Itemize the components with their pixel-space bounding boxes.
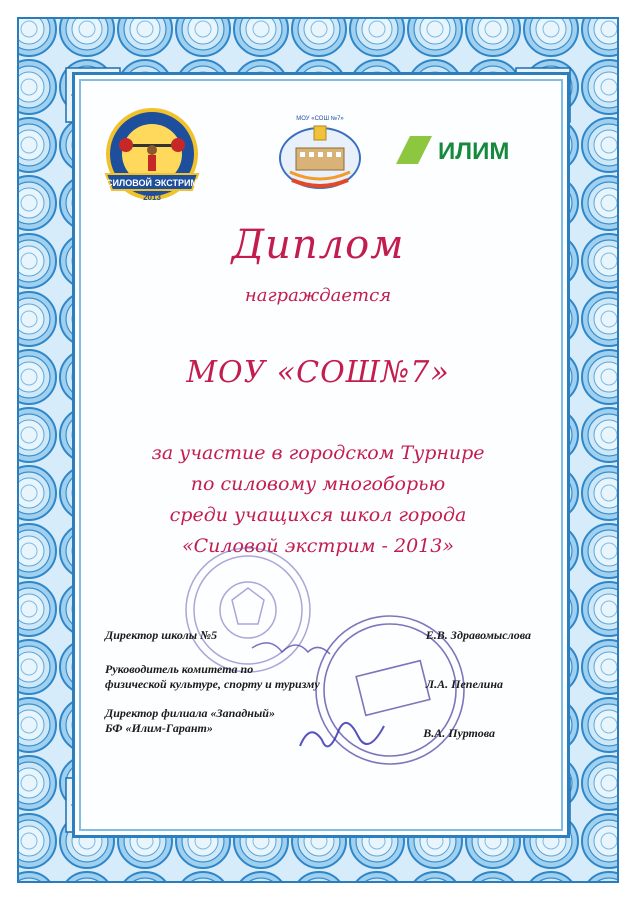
reason-line: среди учащихся школ города bbox=[169, 504, 467, 526]
award-reason bbox=[80, 438, 556, 562]
signer-name: В.А. Пуртова bbox=[423, 726, 495, 740]
signer-position: Директор школы №5 bbox=[105, 628, 218, 642]
signer-position: Руководитель комитета по физической культуре, спорту и туризму bbox=[105, 662, 320, 691]
school-emblem-caption: МОУ «СОШ №7» bbox=[296, 116, 344, 122]
tournament-badge-logo bbox=[100, 108, 204, 204]
ilim-brand-name: ИЛИМ bbox=[438, 138, 510, 165]
recipient-name: МОУ «СОШ№7» bbox=[186, 355, 450, 390]
signer-name: Л.А. Пепелина bbox=[425, 677, 503, 691]
signer-name: Е.В. Здравомыслова bbox=[425, 628, 531, 642]
badge-year-text: 2013 bbox=[143, 193, 161, 202]
reason-line: за участие в городском Турнире bbox=[151, 442, 485, 464]
diploma-title: Диплом bbox=[231, 222, 405, 268]
ilim-brand-logo bbox=[392, 128, 532, 172]
reason-line: «Силовой экстрим - 2013» bbox=[182, 535, 454, 557]
school-emblem-logo bbox=[272, 110, 368, 194]
badge-ribbon-text: СИЛОВОЙ ЭКСТРИМ bbox=[105, 178, 199, 188]
signer-position: Директор филиала «Западный» БФ «Илим-Гарант» bbox=[105, 706, 275, 735]
award-text: награждается bbox=[244, 285, 392, 306]
reason-line: по силовому многоборью bbox=[190, 473, 446, 495]
